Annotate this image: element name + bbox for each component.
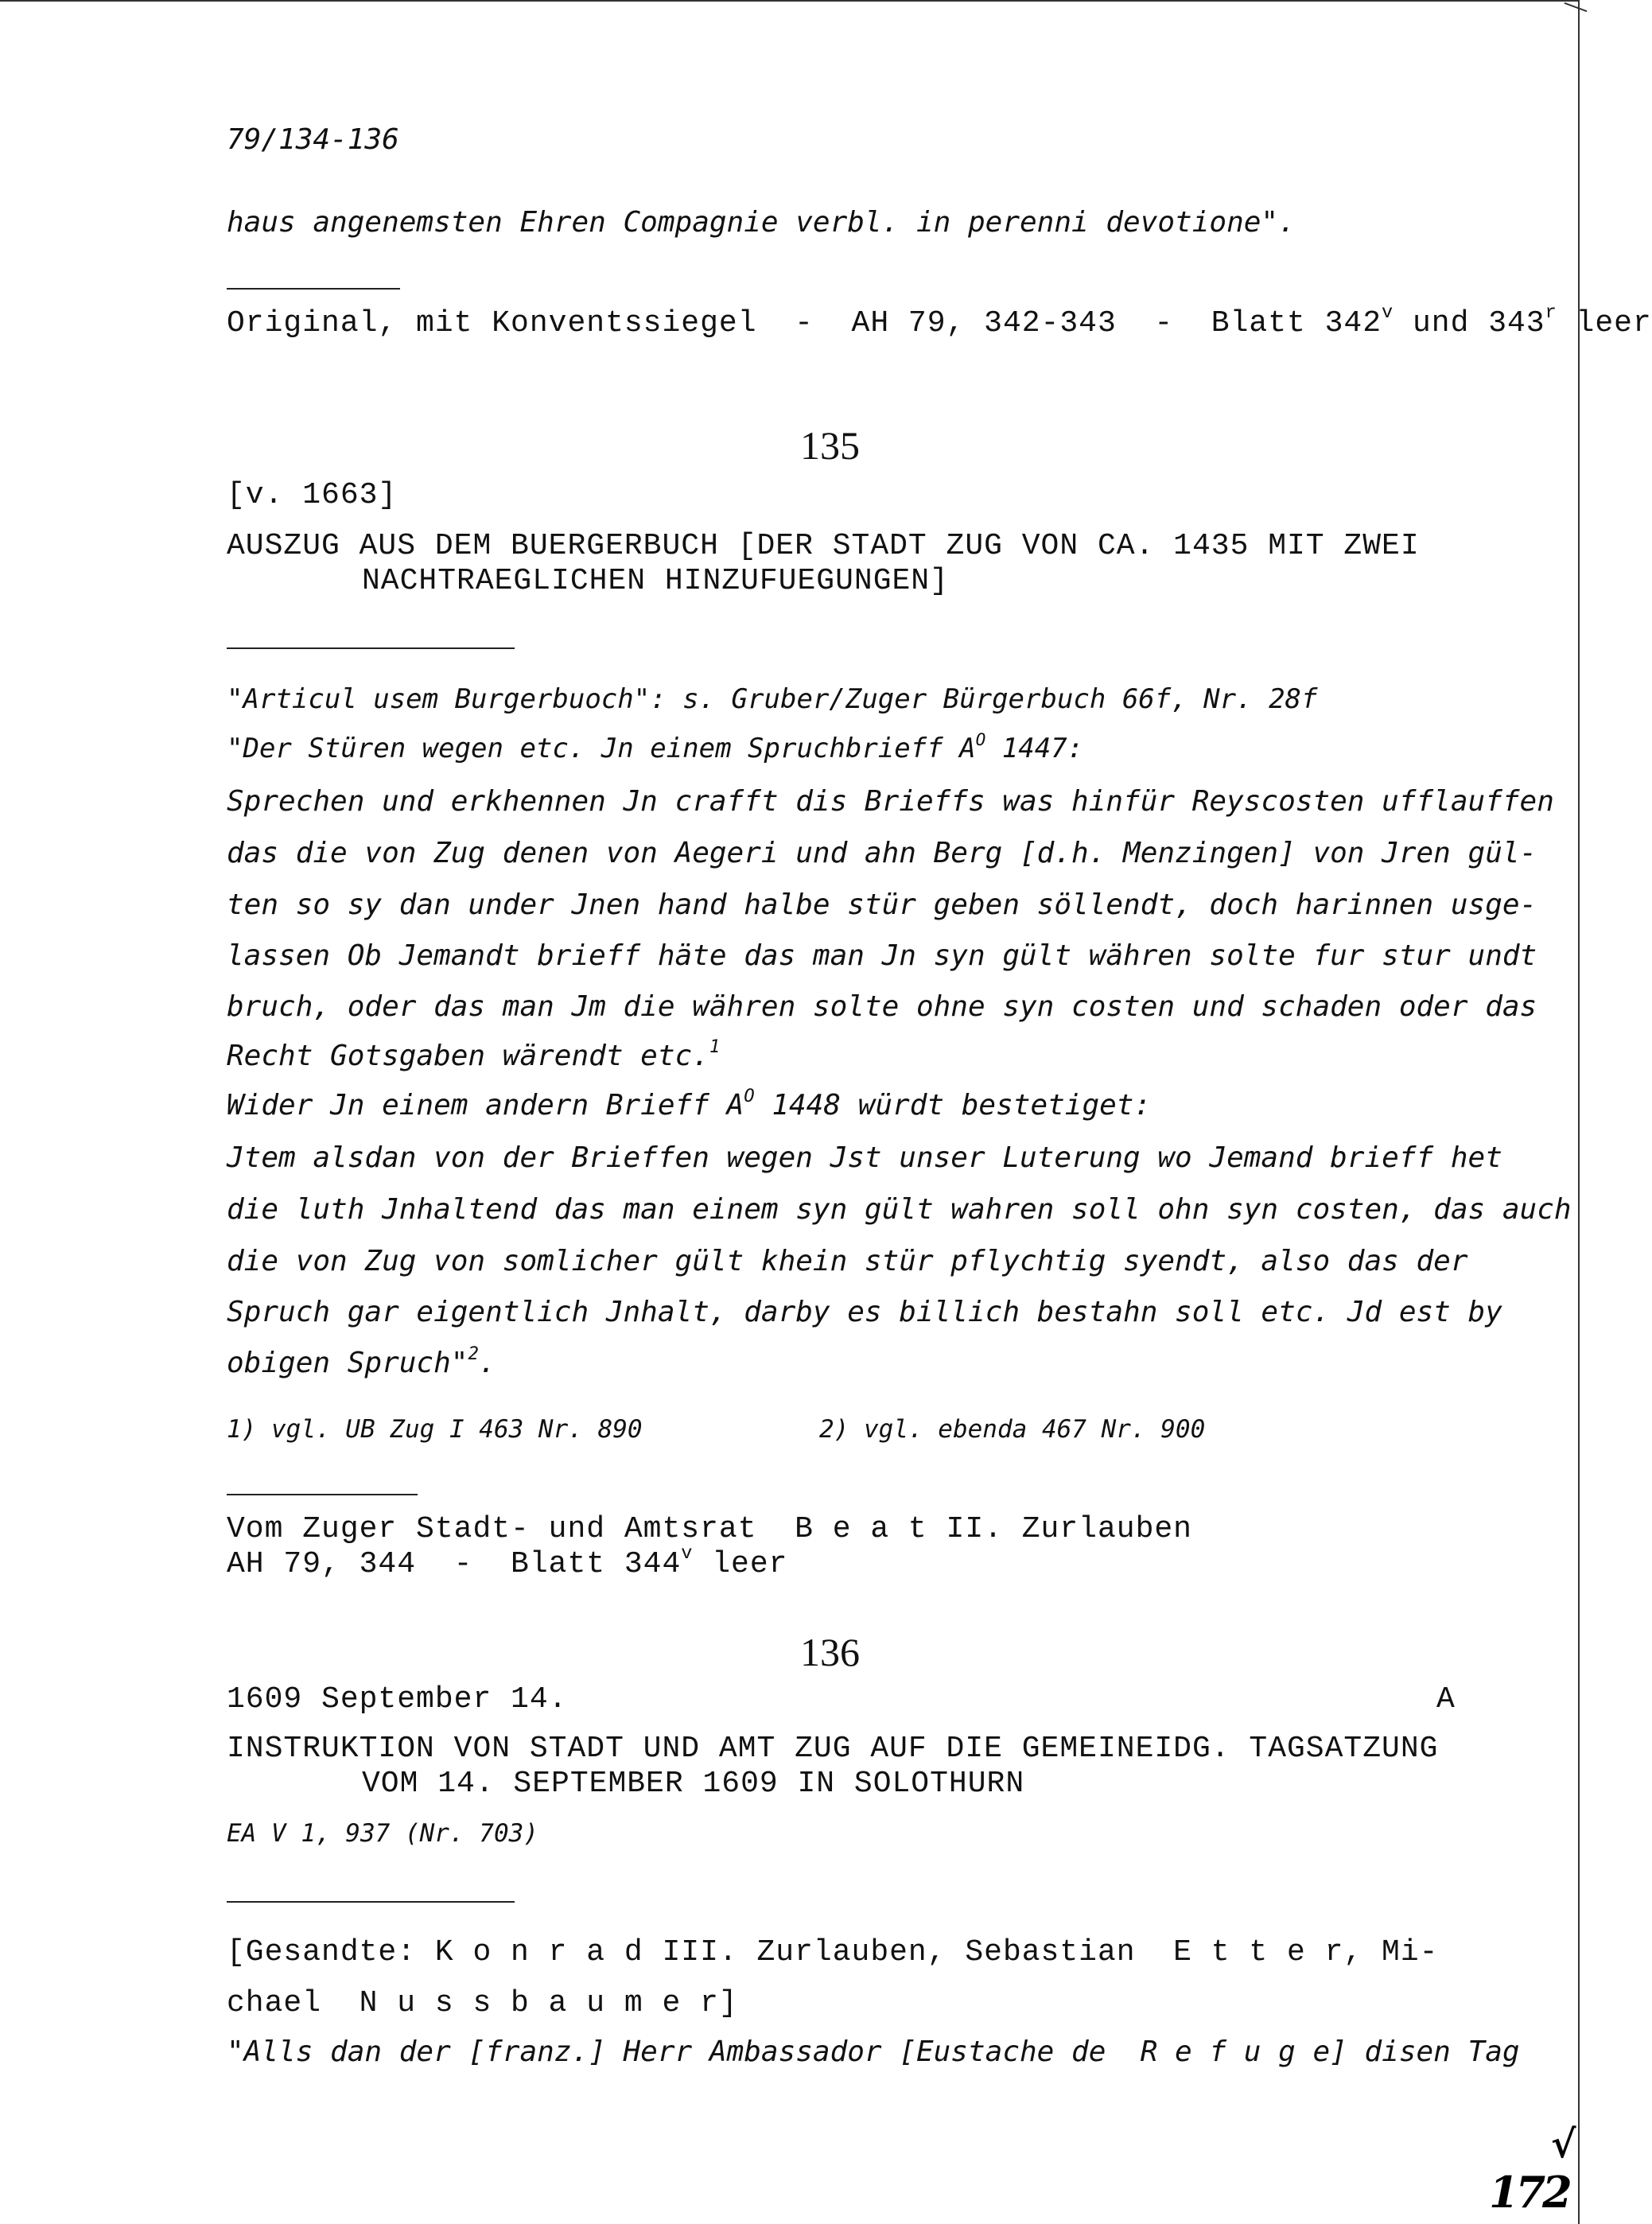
doc135-text-line: bruch, oder das man Jm die währen solte ohne syn costen und schaden oder das	[227, 990, 1537, 1023]
doc136-text-line: "Alls dan der [franz.] Herr Ambassador [Eustache de R e f u g e] disen Tag	[227, 2035, 1520, 2068]
doc135-title-line2: NACHTRAEGLICHEN HINZUFUEGUNGEN]	[362, 564, 949, 598]
doc135-text-line: das die von Zug denen von Aegeri und ahn Berg [d.h. Menzingen] von Jren gül-	[227, 837, 1537, 869]
doc135-text-line: Sprechen und erkhennen Jn crafft dis Brieffs was hinfür Reyscosten ufflauffen	[227, 785, 1554, 818]
handwritten-check-mark: √	[1551, 2122, 1576, 2167]
document-number-136: 136	[800, 1630, 860, 1674]
previous-source-line: Original, mit Konventssiegel - AH 79, 342-343 - Blatt 342$^v$ und 343$^r$ leer	[227, 301, 1652, 340]
footnote-1: 1) vgl. UB Zug I 463 Nr. 890	[227, 1415, 643, 1444]
doc135-text-line: Wider Jn einem andern Brieff $A^O$ 1448 würdt bestetiget:	[227, 1085, 1152, 1122]
separator-rule	[227, 1901, 515, 1903]
handwritten-page-number: 172	[1489, 2167, 1569, 2218]
doc136-title-line2: VOM 14. SEPTEMBER 1609 IN SOLOTHURN	[362, 1767, 1025, 1801]
doc135-text-line: Spruch gar eigentlich Jnhalt, darby es billich bestahn soll etc. Jd est by	[227, 1296, 1502, 1328]
doc136-envoys-line1: [Gesandte: K o n r a d III. Zurlauben, Sebastian E t t e r, Mi-	[227, 1935, 1439, 1969]
doc135-text-line: Jtem alsdan von der Brieffen wegen Jst unser Luterung wo Jemand brieff het	[227, 1141, 1502, 1174]
doc135-title-line1: AUSZUG AUS DEM BUERGERBUCH [DER STADT ZUG VON CA. 1435 MIT ZWEI	[227, 529, 1420, 563]
doc135-source-line2: AH 79, 344 - Blatt 344$^v$ leer	[227, 1542, 788, 1581]
document-number-135: 135	[800, 423, 860, 468]
doc135-date: [v. 1663]	[227, 478, 398, 512]
corner-mark	[1565, 2, 1588, 12]
doc135-text-line: "Der Stüren wegen etc. Jn einem Spruchbrieff $A^O$ 1447:	[227, 729, 1084, 764]
footnote-2: 2) vgl. ebenda 467 Nr. 900	[819, 1415, 1206, 1444]
doc135-text-line: "Articul usem Burgerbuoch": s. Gruber/Zuger Bürgerbuch 66f, Nr. 28f	[227, 683, 1318, 715]
previous-closing-line: haus angenemsten Ehren Compagnie verbl. in perenni devotione".	[227, 206, 1296, 239]
doc136-title-line1: INSTRUKTION VON STADT UND AMT ZUG AUF DIE GEMEINEIDG. TAGSATZUNG	[227, 1732, 1439, 1766]
doc136-edition-reference: EA V 1, 937 (Nr. 703)	[227, 1819, 538, 1848]
doc135-text-line: obigen Spruch"$^2$.	[227, 1343, 496, 1379]
doc135-text-line: Recht Gotsgaben wärendt etc.$^1$	[227, 1036, 721, 1072]
doc135-text-line: lassen Ob Jemandt brieff häte das man Jn syn gült währen solte fur stur undt	[227, 939, 1537, 972]
doc136-envoys-line2: chael N u s s b a u m e r]	[227, 1986, 738, 2020]
doc135-text-line: ten so sy dan under Jnen hand halbe stür geben söllendt, doch harinnen usge-	[227, 888, 1537, 921]
doc135-text-line: die luth Jnhaltend das man einem syn gült wahren soll ohn syn costen, das auch	[227, 1193, 1572, 1226]
document-reference: 79/134-136	[227, 123, 399, 156]
doc136-date: 1609 September 14.	[227, 1682, 568, 1717]
page-border-top	[0, 0, 1579, 2]
doc135-text-line: die von Zug von somlicher gült khein stür pflychtig syendt, also das der	[227, 1245, 1468, 1277]
separator-rule	[227, 647, 515, 649]
doc135-source-line1: Vom Zuger Stadt- und Amtsrat B e a t II. Zurlauben	[227, 1512, 1192, 1546]
doc136-letter: A	[1436, 1682, 1456, 1717]
separator-rule	[227, 288, 400, 290]
separator-rule	[227, 1494, 418, 1495]
